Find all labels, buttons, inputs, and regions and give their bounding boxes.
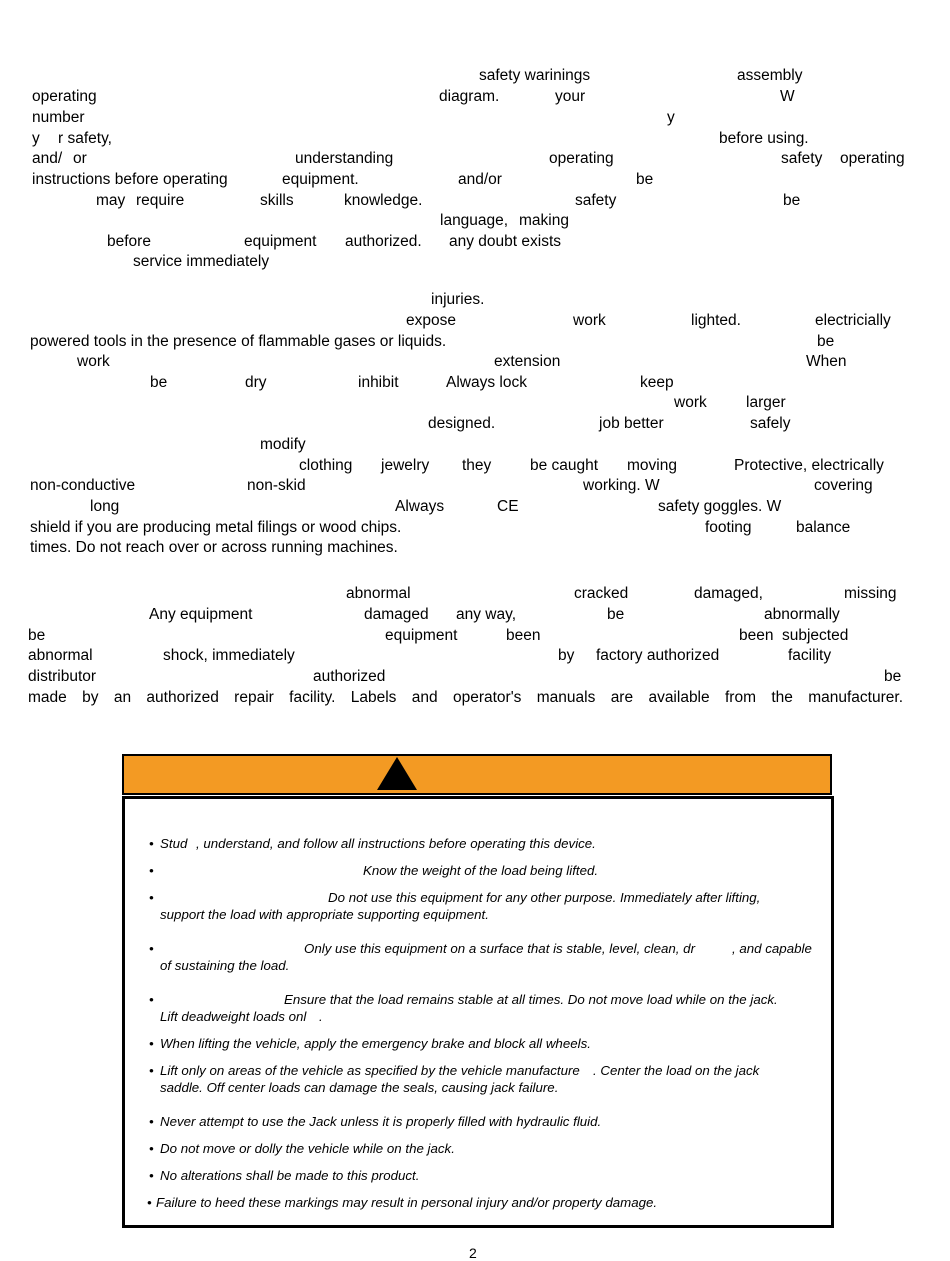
text-fragment: covering [814,477,873,494]
text-fragment: been [506,627,541,644]
text-fragment: be caught [530,457,599,474]
text-fragment: require [136,192,185,209]
text-fragment: assembly [737,67,803,84]
warning-text: , understand, and follow all instructions before operating this device. [196,836,596,851]
text-fragment: authorized. [345,233,422,250]
text-fragment: shield if you are producing metal filings or wood chips. [30,519,402,536]
warning-text: When lifting the vehicle, apply the emergency brake and block all wheels. [160,1036,591,1051]
warning-text: of sustaining the load. [160,958,290,973]
text-fragment: lighted. [691,312,741,329]
text-fragment: knowledge. [344,192,423,209]
text-fragment: made by an authorized repair facility. Labels and operator's manuals are available from the manufacturer. [28,689,903,706]
text-fragment: factory authorized [596,647,720,664]
text-fragment: making [519,212,569,229]
text-fragment: safety goggles. W [658,498,782,515]
bullet: • [149,1114,154,1129]
warning-text: . [319,1009,323,1024]
text-fragment: be [884,668,902,685]
bullet: • [149,836,154,851]
bullet: • [149,1141,154,1156]
text-fragment: by [558,647,575,664]
warning-triangle-icon [377,757,417,790]
bullet: • [149,992,154,1007]
warning-text: Failure to heed these markings may result in personal injury and/or property damage. [156,1195,658,1210]
text-fragment: operating [549,150,614,167]
text-fragment: understanding [295,150,394,167]
warning-text: Only use this equipment on a surface that is stable, level, clean, dr [304,941,695,956]
text-fragment: damaged [364,606,429,623]
text-fragment: Always [395,498,445,515]
warning-text: saddle. Off center loads can damage the seals, causing jack failure. [160,1080,559,1095]
text-fragment: missing [844,585,897,602]
text-fragment: footing [705,519,752,536]
text-fragment: powered tools in the presence of flammable gases or liquids. [30,333,447,350]
page-number: 2 [469,1245,477,1261]
warning-text: Do not use this equipment for any other purpose. Immediately after lifting, [328,890,761,905]
text-fragment: subjected [782,627,849,644]
text-fragment: injuries. [431,291,485,308]
bullet: • [149,863,154,878]
text-fragment: safely [750,415,791,432]
text-fragment: Always lock [446,374,527,391]
bullet: • [147,1195,152,1210]
text-fragment: modify [260,436,306,453]
text-fragment: balance [796,519,851,536]
text-fragment: they [462,457,492,474]
text-fragment: electricially [815,312,891,329]
text-fragment: may [96,192,126,209]
text-fragment: non-conductive [30,477,136,494]
text-fragment: CE [497,498,519,515]
text-fragment: moving [627,457,677,474]
text-fragment: number [32,109,85,126]
text-fragment: cracked [574,585,629,602]
warning-text: Ensure that the load remains stable at all times. Do not move load while on the jack. [284,992,778,1007]
text-fragment: jewelry [381,457,430,474]
text-fragment: or [73,150,87,167]
text-fragment: designed. [428,415,496,432]
text-fragment: language, [440,212,509,229]
bullet: • [149,890,154,905]
warning-text: No alterations shall be made to this product. [160,1168,420,1183]
text-fragment: be [28,627,46,644]
text-fragment: diagram. [439,88,500,105]
text-fragment: safety [575,192,617,209]
text-fragment: When [806,353,847,370]
text-fragment: your [555,88,586,105]
text-fragment: abnormally [764,606,840,623]
text-fragment: any way, [456,606,517,623]
warning-banner [122,754,832,795]
text-fragment: y [667,109,675,126]
text-fragment: keep [640,374,674,391]
text-fragment: working. W [583,477,660,494]
bullet: • [149,1168,154,1183]
text-fragment: damaged, [694,585,763,602]
text-fragment: shock, immediately [163,647,295,664]
text-fragment: abnormal [28,647,93,664]
text-fragment: equipment [244,233,317,250]
text-fragment: Protective, electrically [734,457,884,474]
bullet: • [149,1063,154,1078]
warning-box [122,796,834,1228]
text-fragment: abnormal [346,585,411,602]
warning-text: support the load with appropriate supporting equipment. [160,907,489,922]
text-fragment: work [573,312,606,329]
warning-text: Never attempt to use the Jack unless it is properly filled with hydraulic fluid. [160,1114,602,1129]
text-fragment: work [674,394,707,411]
text-fragment: skills [260,192,294,209]
text-fragment: W [780,88,795,105]
text-fragment: long [90,498,120,515]
text-fragment: r safety, [58,130,112,147]
warning-text: Know the weight of the load being lifted. [363,863,599,878]
text-fragment: and/or [458,171,502,188]
text-fragment: safety [781,150,823,167]
text-fragment: job better [599,415,664,432]
text-fragment: operating [32,88,97,105]
text-fragment: be [817,333,835,350]
warning-text: Lift only on areas of the vehicle as specified by the vehicle manufacture [160,1063,580,1078]
text-fragment: before using. [719,130,809,147]
text-fragment: larger [746,394,786,411]
text-fragment: be [636,171,654,188]
text-fragment: any doubt exists [449,233,562,250]
text-fragment: work [77,353,110,370]
text-fragment: and/ [32,150,63,167]
text-fragment: inhibit [358,374,399,391]
text-fragment: extension [494,353,561,370]
text-fragment: be [783,192,801,209]
text-fragment: facility [788,647,832,664]
warning-text: Do not move or dolly the vehicle while on the jack. [160,1141,455,1156]
text-fragment: operating [840,150,905,167]
text-fragment: before [107,233,151,250]
warning-text: Lift deadweight loads onl [160,1009,307,1024]
text-fragment: Any equipment [149,606,253,623]
bullet: • [149,941,154,956]
text-fragment: authorized [313,668,386,685]
text-fragment: be [607,606,625,623]
text-fragment: dry [245,374,267,391]
text-fragment: times. Do not reach over or across running machines. [30,539,398,556]
bullet: • [149,1036,154,1051]
text-fragment: equipment [385,627,458,644]
text-fragment: service immediately [133,253,270,270]
text-fragment: been [739,627,774,644]
text-fragment: be [150,374,168,391]
text-fragment: y [32,130,40,147]
text-fragment: clothing [299,457,353,474]
warning-text: , and capable [732,941,812,956]
text-fragment: instructions before operating [32,171,228,188]
text-fragment: non-skid [247,477,306,494]
text-fragment: equipment. [282,171,359,188]
warning-text: Stud [160,836,188,851]
text-fragment: safety warinings [479,67,591,84]
warning-text: . Center the load on the jack [593,1063,760,1078]
text-fragment: distributor [28,668,97,685]
text-fragment: expose [406,312,456,329]
